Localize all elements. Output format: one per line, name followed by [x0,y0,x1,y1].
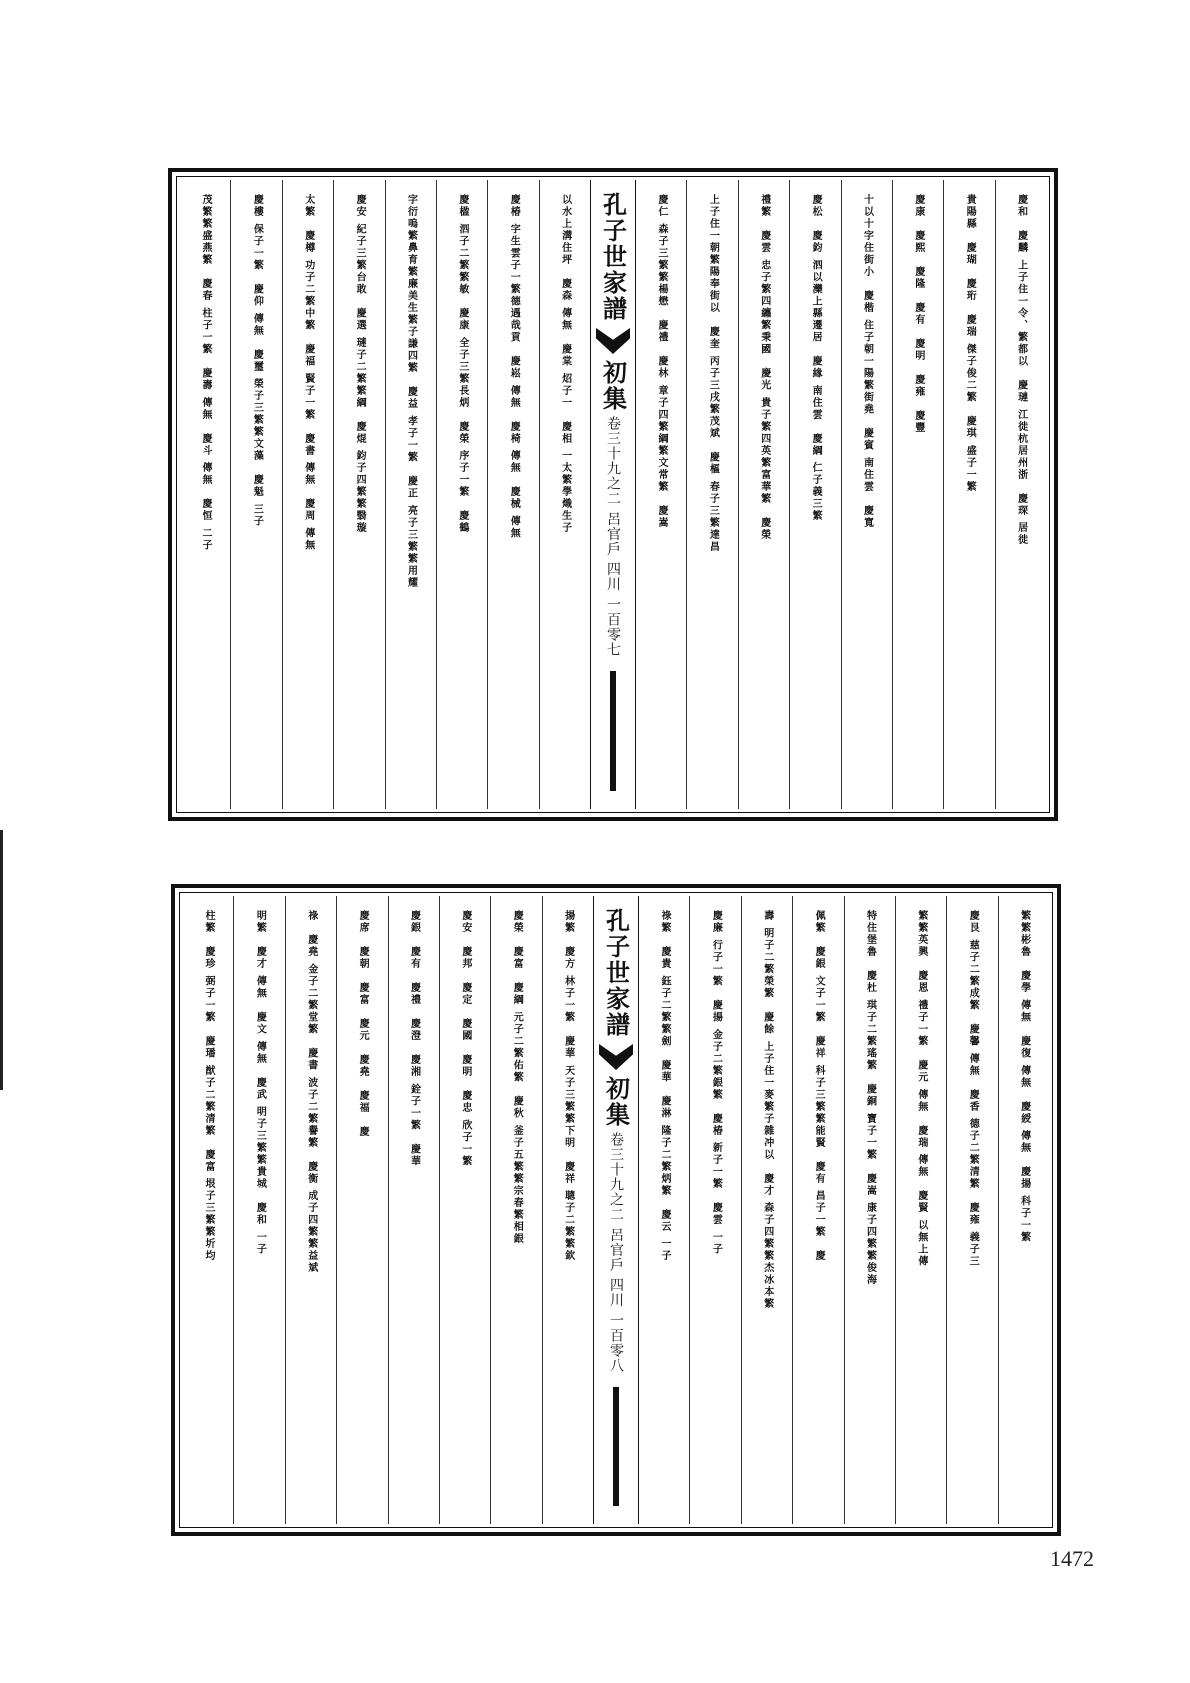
text-column: 佩繁 慶銀 文子一繁 慶祥 科子三繁繁能賢 慶有 昌子一繁 慶 [792,896,843,1524]
text-column: 慶安 紀子三繁台敢 慶選 璉子二繁繁綱 慶焜 鈞子四繁繁翳璇 [333,180,384,809]
folio-upper-right-half [636,180,1046,809]
text-column: 禮繁 慶雲 忠子繁四纏繁秉國 慶光 貴子繁四英繁富華繁 慶榮 [738,180,789,809]
text-column: 慶安 慶邦 慶定 慶國 慶明 慶忠 欣子一繁 [439,896,490,1524]
text-column: 揚繁 慶方 林子一繁 慶華 天子三繁繁下明 慶祥 聰子二繁繁欽 [542,896,593,1524]
text-column: 壽 明子二繁榮繁 慶餘 上子住一麥繁子雜冲以 慶才 森子四繁繁杰冰本繁 [741,896,792,1524]
text-column: 字衍嗚繁鼻育繁廉美生繁子謙四繁 慶益 孝子一繁 慶正 亮子三繁繁用耀 [385,180,436,809]
text-column: 特住堡魯 慶杜 琪子二繁瑤繁 慶銅 寶子一繁 慶嵩 康子四繁繁俊海 [844,896,895,1524]
folio-lower [171,884,1061,1536]
folio-upper [168,168,1058,821]
text-column: 慶椿 字生雲子一繁德遇哉貢 慶崧 傳無 慶椅 傳無 慶械 傳無 [487,180,538,809]
text-column: 慶和 慶麟 上子住一令、繁都以 慶璉 江徙杭居州浙 慶琛 居徙 [995,180,1046,809]
text-column: 明繁 慶才 傳無 慶文 傳無 慶武 明子三繁繁貴城 慶和 一子 [233,896,284,1524]
text-column: 慶廉 行子一繁 慶揚 金子二繁銀繁 慶椿 新子一繁 慶雲 一子 [689,896,740,1524]
text-column: 上子住一朝繁陽奉街以 慶奎 丙子三戌繁茂斌 慶樞 春子三繁達昌 [686,180,737,809]
text-column: 以水上溝住坪 慶森 傳無 慶棠 炤子一 慶相 一太繁學熾生子 [539,180,590,809]
text-column: 祿繁 慶貴 鈺子二繁繁劍 慶華 慶淋 隆子二繁炳繁 慶云 一子 [658,910,670,1263]
text-column: 繁繁英興 慶恩 禮子一繁 慶元 傳無 慶瑞 傳無 慶賢 以無上傳 [895,896,946,1524]
text-column: 慶松 慶鈞 泗以灤上縣遷居 慶緣 南住雲 慶綱 仁子義三繁 [789,180,840,809]
gutter-bar [610,671,616,791]
text-column: 慶艮 慈子二繁成繁 慶馨 傳無 慶香 德子二繁清繁 慶雍 義子三 [946,896,997,1524]
chapter-folio-label: 卷三十九之二 呂官戶 四川 一百零七 [605,416,621,658]
text-column: 貴陽縣 慶瑚 慶珩 慶瑞 傑子俊二繁 慶琪 盛子一繁 [943,180,994,809]
folio-lower-left-half [183,896,593,1524]
book-title: 孔子世家譜 [601,908,631,1038]
volume-label: 初集 [601,1076,631,1128]
text-column: 茂繁繁盛燕繁 慶春 柱子一繁 慶壽 傳無 慶斗 傳無 慶恒 二子 [199,194,211,552]
text-column: 太繁 慶樽 功子二繁中繁 慶福 賢子一繁 慶書 傳無 慶周 傳無 [282,180,333,809]
text-column: 慶銀 慶有 慶禮 慶澄 慶湘 銓子一繁 慶華 [388,896,439,1524]
gutter-bar [613,1387,619,1506]
text-column: 慶榮 慶富 慶綱 元子二繁佑繁 慶秋 釜子五繁繁宗春繁相銀 [490,896,541,1524]
text-column: 慶楹 泗子二繁繁敏 慶康 全子三繁長炳 慶榮 序子一繁 慶鶴 [436,180,487,809]
text-column: 祿 慶堯 金子二繁堂繁 慶書 波子二繁譽繁 慶衡 成子四繁繁益斌 [285,896,336,1524]
fishtail-mark-icon [599,1044,633,1070]
volume-label: 初集 [598,360,628,412]
book-title: 孔子世家譜 [598,192,628,322]
page-number: 1472 [1050,1546,1094,1571]
folio-lower-right-half [639,896,1049,1524]
text-column: 慶仁 森子三繁繁楊懋 慶禮 慶林 章子四繁綱繁文常繁 慶嵩 [655,194,667,529]
text-column: 柱繁 慶珍 弼子一繁 慶璠 猷子二繁清繁 慶富 垠子三繁繁圻均 [202,910,214,1263]
text-column: 慶席 慶朝 慶富 慶元 慶堯 慶福 慶 [336,896,387,1524]
text-column: 十以十字住街小 慶楷 住子朝一陽繁街堯 慶賓 南住雲 慶寬 [841,180,892,809]
text-column: 慶康 慶熙 慶隆 慶有 慶明 慶雍 慶豐 [892,180,943,809]
scan-edge-mark [0,830,3,1090]
text-column: 慶樓 保子一繁 慶仰 傳無 慶璽 榮子三繁繁文藻 慶魁 三子 [230,180,281,809]
text-column: 繁繁彬魯 慶學 傳無 慶復 傳無 慶綬 傳無 慶揚 科子一繁 [998,896,1049,1524]
folio-gutter [590,180,636,809]
fishtail-mark-icon [596,328,630,354]
folio-upper-left-half [180,180,590,809]
folio-gutter [593,896,639,1524]
chapter-folio-label: 卷三十九之二 呂官戶 四川 一百零八 [608,1132,624,1374]
